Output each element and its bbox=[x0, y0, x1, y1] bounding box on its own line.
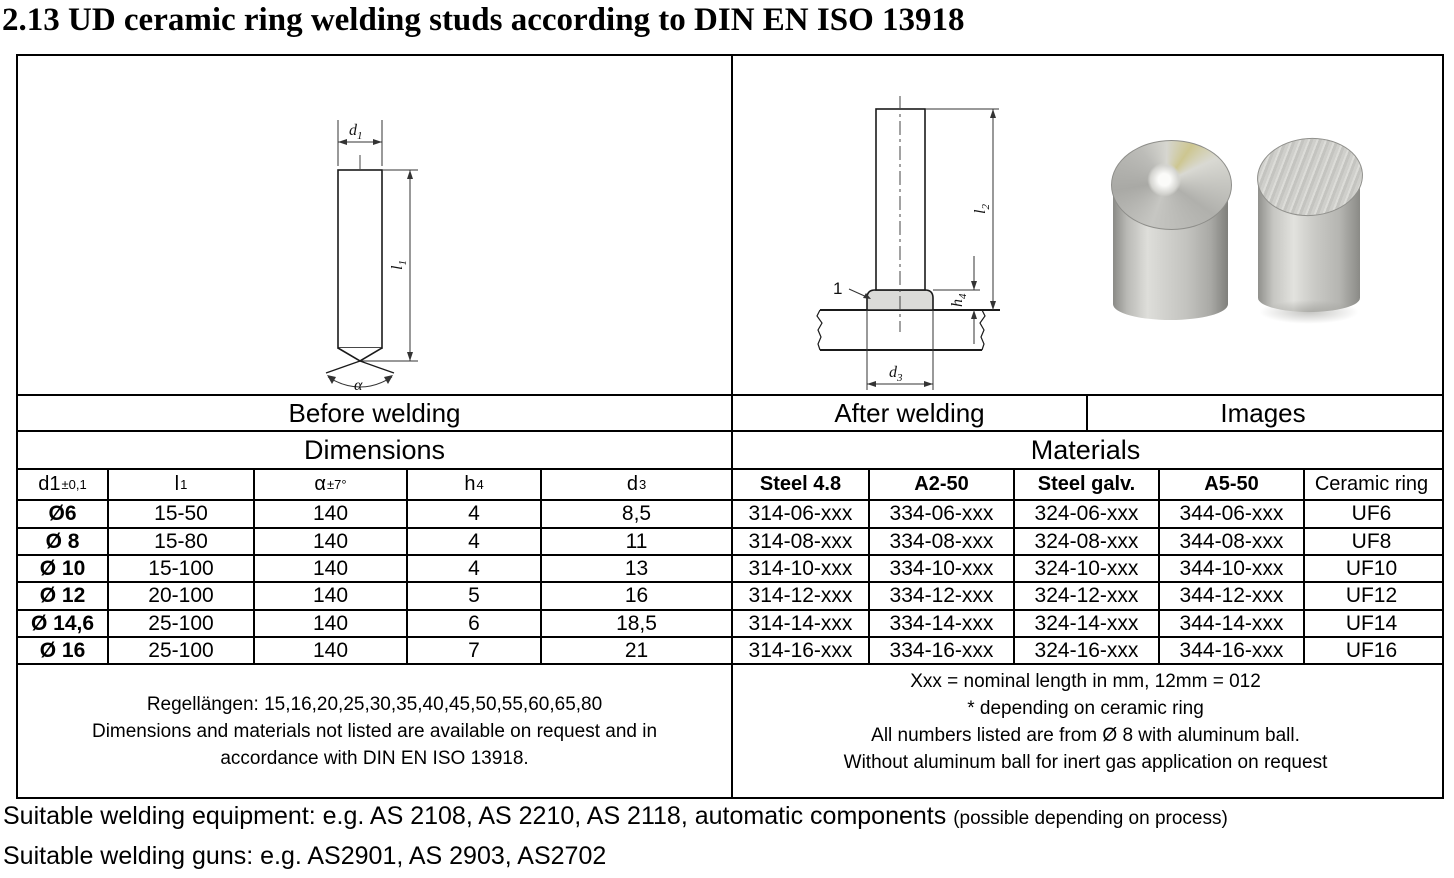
note-line: accordance with DIN EN ISO 13918. bbox=[220, 747, 529, 769]
table-cell: 314-10-xxx bbox=[731, 556, 868, 581]
col-header-a250: A2-50 bbox=[868, 470, 1013, 499]
note-line: All numbers listed are from Ø 8 with aluminum ball. bbox=[871, 725, 1300, 746]
table-cell: Ø6 bbox=[48, 502, 77, 525]
drawing-row bbox=[18, 56, 1442, 394]
label-before-welding: Before welding bbox=[288, 397, 461, 428]
note-line: Xxx = nominal length in mm, 12mm = 012 bbox=[910, 671, 1261, 692]
col-header-ceramic-ring: Ceramic ring bbox=[1303, 470, 1438, 499]
table-cell: 140 bbox=[253, 556, 406, 581]
equipment-text: Suitable welding equipment: e.g. AS 2108, AS 2210, AS 2118, automatic components bbox=[3, 802, 954, 830]
before-welding-svg bbox=[18, 56, 731, 394]
table-cell: 344-06-xxx bbox=[1158, 501, 1303, 527]
table-cell: UF8 bbox=[1303, 529, 1438, 554]
table-cell: 25-100 bbox=[107, 611, 253, 636]
table-cell: 344-10-xxx bbox=[1158, 556, 1303, 581]
col-header-l1: l 1 bbox=[107, 470, 253, 499]
note-line: Regellängen: 15,16,20,25,30,35,40,45,50,55,60,65,80 bbox=[146, 693, 603, 715]
table-cell: 4 bbox=[406, 501, 540, 527]
table-cell: 8,5 bbox=[540, 501, 731, 527]
note-line: Without aluminum ball for inert gas application on request bbox=[843, 752, 1328, 773]
table-cell: 344-12-xxx bbox=[1158, 583, 1303, 609]
spec-table bbox=[16, 54, 1444, 799]
page-title: 2.13 UD ceramic ring welding studs according to DIN EN ISO 13918 bbox=[2, 2, 965, 38]
dim-label-d1: $d_1$ bbox=[349, 122, 363, 142]
table-cell: 324-10-xxx bbox=[1013, 556, 1158, 581]
weld-pointer-label: 1 bbox=[833, 279, 843, 298]
table-cell: UF10 bbox=[1303, 556, 1438, 581]
table-row bbox=[18, 527, 1442, 554]
table-cell: 5 bbox=[406, 583, 540, 609]
table-cell: 334-08-xxx bbox=[868, 529, 1013, 554]
table-cell: 324-06-xxx bbox=[1013, 501, 1158, 527]
table-cell: 4 bbox=[406, 556, 540, 581]
notes-right bbox=[731, 665, 1438, 797]
table-cell: 20-100 bbox=[107, 583, 253, 609]
dim-label-alpha: α bbox=[354, 377, 363, 394]
table-cell: 314-16-xxx bbox=[731, 638, 868, 663]
col-header-d3: d 3 bbox=[540, 470, 731, 499]
table-cell: 140 bbox=[253, 638, 406, 663]
note-line: * depending on ceramic ring bbox=[967, 698, 1204, 719]
before-welding-drawing bbox=[18, 56, 731, 394]
table-cell: 13 bbox=[540, 556, 731, 581]
table-cell: 16 bbox=[540, 583, 731, 609]
table-cell: 324-12-xxx bbox=[1013, 583, 1158, 609]
table-row bbox=[18, 581, 1442, 609]
table-cell: 140 bbox=[253, 611, 406, 636]
table-cell: 344-14-xxx bbox=[1158, 611, 1303, 636]
table-cell: UF16 bbox=[1303, 638, 1438, 663]
table-cell: 7 bbox=[406, 638, 540, 663]
table-cell: 21 bbox=[540, 638, 731, 663]
col-header-d1: d1 ±0,1 bbox=[38, 473, 87, 495]
table-row bbox=[18, 554, 1442, 581]
notes-left bbox=[18, 665, 731, 797]
table-cell: Ø 8 bbox=[45, 529, 80, 553]
col-header-steel-galv: Steel galv. bbox=[1013, 470, 1158, 499]
col-header-alpha: α ±7° bbox=[253, 470, 406, 499]
table-cell: 15-100 bbox=[107, 556, 253, 581]
dim-label-l2: $l_2$ bbox=[972, 204, 992, 214]
table-cell: 344-16-xxx bbox=[1158, 638, 1303, 663]
table-cell: 344-08-xxx bbox=[1158, 529, 1303, 554]
stud-photo-flat bbox=[1257, 138, 1361, 324]
table-cell: Ø 10 bbox=[39, 556, 86, 580]
stud-photo-pointed bbox=[1111, 140, 1230, 320]
table-cell: Ø 16 bbox=[39, 638, 86, 662]
section-label-row bbox=[18, 394, 1442, 430]
label-dimensions: Dimensions bbox=[303, 434, 446, 465]
table-cell: 11 bbox=[540, 529, 731, 554]
table-cell: 140 bbox=[253, 501, 406, 527]
suitable-equipment-line bbox=[3, 802, 1228, 831]
dim-label-d3: $d_3$ bbox=[889, 364, 903, 384]
table-cell: 324-14-xxx bbox=[1013, 611, 1158, 636]
equipment-note: (possible depending on process) bbox=[953, 808, 1228, 829]
table-cell: 334-06-xxx bbox=[868, 501, 1013, 527]
table-cell: Ø 12 bbox=[39, 584, 86, 607]
label-materials: Materials bbox=[731, 432, 1438, 468]
table-cell: 140 bbox=[253, 529, 406, 554]
label-images: Images bbox=[1086, 396, 1438, 430]
table-cell: 15-50 bbox=[107, 501, 253, 527]
table-cell: 314-06-xxx bbox=[731, 501, 868, 527]
table-cell: 324-08-xxx bbox=[1013, 529, 1158, 554]
table-cell: Ø 14,6 bbox=[30, 611, 95, 635]
col-header-a550: A5-50 bbox=[1158, 470, 1303, 499]
table-cell: 314-14-xxx bbox=[731, 611, 868, 636]
table-cell: 15-80 bbox=[107, 529, 253, 554]
table-cell: 314-12-xxx bbox=[731, 583, 868, 609]
table-cell: UF14 bbox=[1303, 611, 1438, 636]
table-cell: 334-16-xxx bbox=[868, 638, 1013, 663]
table-cell: 314-08-xxx bbox=[731, 529, 868, 554]
table-cell: 334-10-xxx bbox=[868, 556, 1013, 581]
dim-label-h4: $h_4$ bbox=[949, 293, 969, 307]
table-cell: 334-12-xxx bbox=[868, 583, 1013, 609]
label-after-welding: After welding bbox=[731, 396, 1086, 430]
table-cell: 324-16-xxx bbox=[1013, 638, 1158, 663]
table-cell: 25-100 bbox=[107, 638, 253, 663]
group-header-row bbox=[18, 430, 1442, 468]
table-cell: UF6 bbox=[1303, 501, 1438, 527]
table-cell: 140 bbox=[253, 583, 406, 609]
table-row bbox=[18, 499, 1442, 527]
note-line: Dimensions and materials not listed are available on request and in bbox=[91, 720, 658, 742]
suitable-guns-line: Suitable welding guns: e.g. AS2901, AS 2903, AS2702 bbox=[3, 842, 607, 870]
table-row bbox=[18, 609, 1442, 636]
col-header-steel48: Steel 4.8 bbox=[731, 470, 868, 499]
table-cell: UF12 bbox=[1303, 583, 1438, 609]
table-row bbox=[18, 636, 1442, 663]
table-cell: 334-14-xxx bbox=[868, 611, 1013, 636]
column-header-row bbox=[18, 468, 1442, 499]
col-header-h4: h 4 bbox=[406, 470, 540, 499]
stud-top-cone bbox=[1111, 140, 1232, 230]
table-cell: 18,5 bbox=[540, 611, 731, 636]
table-cell: 6 bbox=[406, 611, 540, 636]
table-cell: 4 bbox=[406, 529, 540, 554]
notes-row bbox=[18, 663, 1442, 797]
after-welding-and-images bbox=[731, 56, 1438, 394]
dim-label-l1: $l_1$ bbox=[389, 260, 409, 270]
